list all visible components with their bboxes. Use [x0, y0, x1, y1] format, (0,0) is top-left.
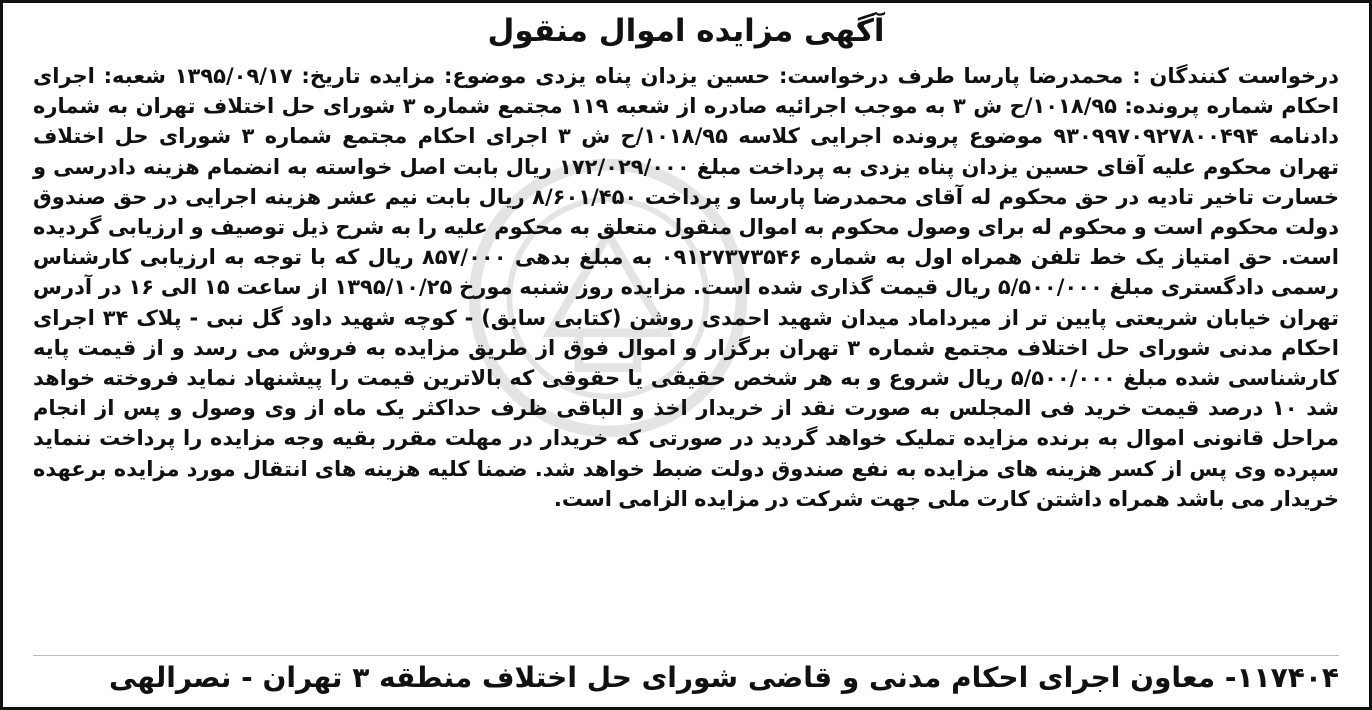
notice-signature: ۱۱۷۴۰۴- معاون اجرای احکام مدنی و قاضی شورای حل اختلاف منطقه ۳ تهران - نصرالهی	[108, 661, 1339, 694]
notice-body: درخواست کنندگان : محمدرضا پارسا طرف درخواست: حسین یزدان پناه یزدی موضوع: مزایده تاریخ: ۱۳۹۵/۰۹/۱۷ شعبه: اجرای احکام شماره پرونده: ۱۰۱۸/۹۵/ح ش ۳ به موجب اجرائیه صادره از شعبه ۱۱۹ مجتمع شماره ۳ شورای حل اختلاف تهران به شماره دادنامه ۹۳۰۹۹۷۰۹۲۷۸۰۰۴۹۴ موضوع پرونده اجرایی کلاسه ۱۰۱۸/۹۵/ح ش ۳ اجرای احکام مجتمع شماره ۳ شورای حل اختلاف تهران محکوم علیه آقای حسین یزدان پناه یزدی به پرداخت مبلغ ۱۷۲/۰۲۹/۰۰۰ ریال بابت اصل خواسته به انضمام هزینه دادرسی و خسارت تاخیر تادیه در حق محکوم له آقای محمدرضا پارسا و پرداخت ۸/۶۰۱/۴۵۰ ریال بابت نیم عشر هزینه اجرایی در حق صندوق دولت محکوم است و محکوم له برای وصول محکوم به اموال منقول متعلق به محکوم علیه را به شرح ذیل توصیف و ارزیابی گردیده است. حق امتیاز یک خط تلفن همراه اول به شماره ۰۹۱۲۷۳۷۳۵۴۶ به مبلغ بدهی ۸۵۷/۰۰۰ ریال که با توجه به ارزیابی کارشناس رسمی دادگستری مبلغ ۵/۵۰۰/۰۰۰ ریال قیمت گذاری شده است. مزایده روز شنبه مورخ ۱۳۹۵/۱۰/۲۵ از ساعت ۱۵ الی ۱۶ در آدرس تهران خیابان شریعتی پایین تر از میرداماد میدان شهید احمدی روشن (کتابی سابق) - کوچه شهید داود گل نبی - پلاک ۳۴ اجرای احکام مدنی شورای حل اختلاف مجتمع شماره ۳ تهران برگزار و اموال فوق از طریق مزایده به فروش می رسد و از قیمت پایه کارشناسی شده مبلغ ۵/۵۰۰/۰۰۰ ریال شروع و به هر شخص حقیقی یا حقوقی که بالاترین قیمت را پیشنهاد نماید فروخته خواهد شد ۱۰ درصد قیمت خرید فی المجلس به صورت نقد از خریدار اخذ و الباقی ظرف حداکثر یک ماه از وی وصول و پس از انجام مراحل قانونی اموال به برنده مزایده تملیک خواهد گردید در صورتی که خریدار در مهلت مقرر بقیه وجه مزایده را پرداخت ننماید سپرده وی پس از کسر هزینه های مزایده به نفع صندوق دولت ضبط خواهد شد. ضمنا کلیه هزینه های انتقال مورد مزایده برعهده خریدار می باشد همراه داشتن کارت ملی جهت شرکت در مزایده الزامی است.	[33, 64, 1340, 511]
notice-title: آگهی مزایده اموال منقول	[487, 13, 885, 49]
